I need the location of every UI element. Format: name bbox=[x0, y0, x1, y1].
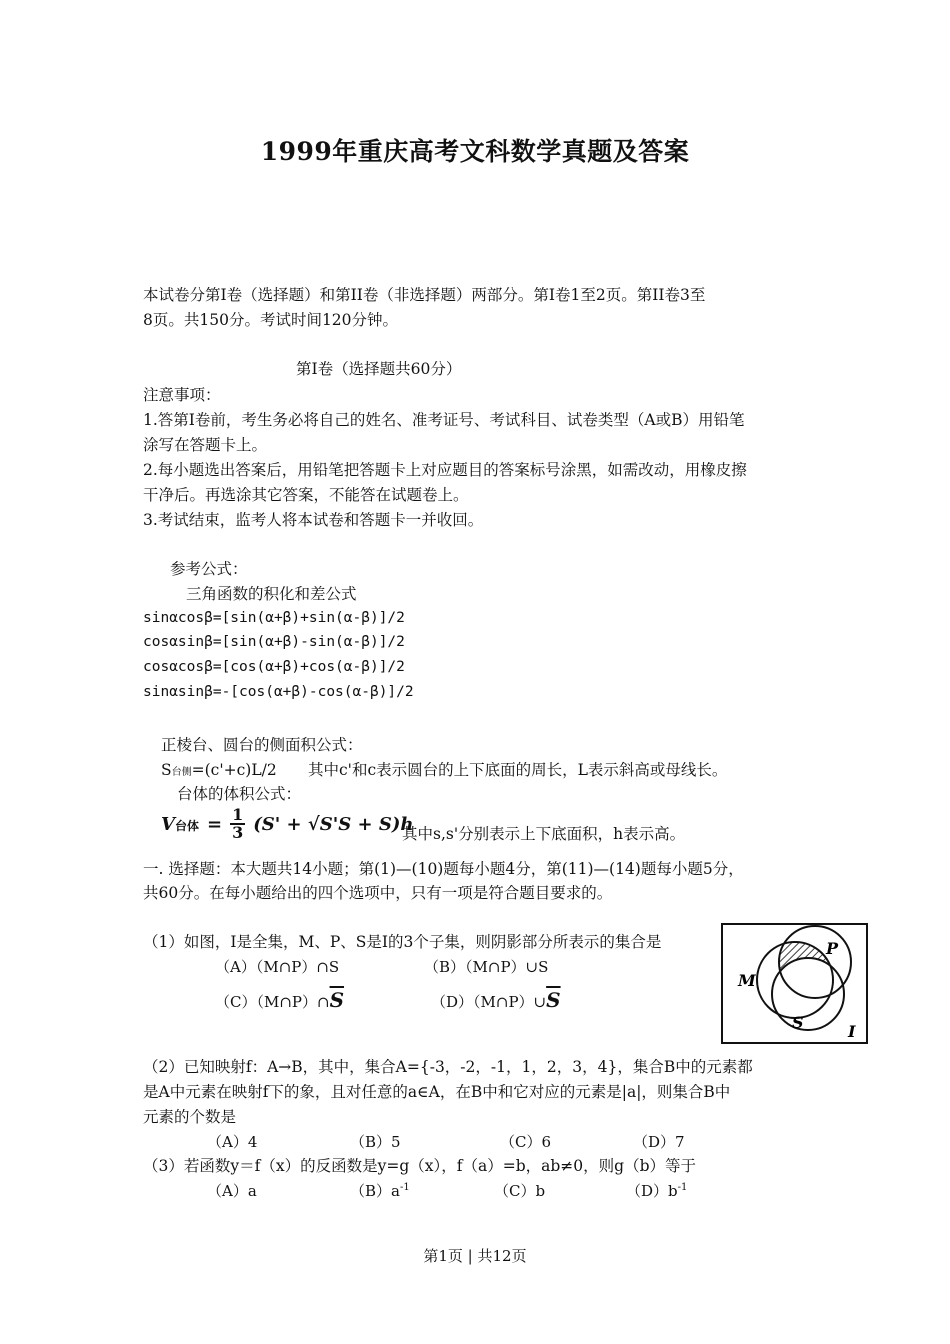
q3-option-a: （A）a bbox=[207, 1182, 257, 1200]
q2-line-3: 元素的个数是 bbox=[143, 1108, 237, 1126]
volume-equals: = bbox=[206, 813, 223, 835]
volume-description: 其中s,s'分别表示上下底面积，h表示高。 bbox=[402, 825, 686, 843]
volume-lhs: V台体 bbox=[161, 813, 199, 835]
lateral-area-formula bbox=[161, 758, 277, 785]
trig-heading: 三角函数的积化和差公式 bbox=[186, 585, 357, 603]
section-heading: 第Ⅰ卷（选择题共60分） bbox=[296, 360, 462, 378]
lateral-area-description: 其中c'和c表示圆台的上下底面的周长，L表示斜高或母线长。 bbox=[308, 761, 728, 779]
q1-option-a: （A）（M∩P）∩S bbox=[215, 958, 340, 976]
lateral-s: S bbox=[161, 761, 172, 779]
volume-fraction: $\frac{1}{3}$ bbox=[232, 805, 244, 842]
label-p: P bbox=[826, 939, 839, 958]
q3-stem: （3）若函数y＝f（x）的反函数是y=g（x），f（a）=b，ab≠0，则g（b）等于 bbox=[143, 1157, 696, 1175]
note-3: 3.考试结束，监考人将本试卷和答题卡一并收回。 bbox=[143, 511, 484, 529]
note-2-line-2: 干净后。再选涂其它答案，不能答在试题卷上。 bbox=[143, 486, 469, 504]
q2-line-2: 是A中元素在映射f下的象，且对任意的a∈A，在B中和它对应的元素是|a|，则集合B中 bbox=[143, 1083, 731, 1101]
trig-formula-4: sinαsinβ=-[cos(α+β)-cos(α-β)]/2 bbox=[143, 684, 414, 700]
formulas-heading: 参考公式： bbox=[170, 560, 248, 578]
label-m: M bbox=[738, 971, 756, 990]
label-i: I bbox=[848, 1022, 856, 1041]
q3-option-b: $(B)a^{-1}$ bbox=[350, 1182, 410, 1200]
note-2-line-1: 2.每小题选出答案后，用铅笔把答题卡上对应题目的答案标号涂黑，如需改动，用橡皮擦 bbox=[143, 461, 747, 479]
notes-heading: 注意事项： bbox=[143, 386, 221, 404]
trig-formula-2: cosαsinβ=[sin(α+β)-sin(α-β)]/2 bbox=[143, 634, 405, 650]
label-s: S bbox=[792, 1013, 804, 1032]
q3-option-c: （C）b bbox=[494, 1182, 546, 1200]
lateral-expression: =(c'+c)L/2 bbox=[191, 761, 277, 779]
part1-line-1: 一. 选择题：本大题共14小题；第(1)—(10)题每小题4分，第(11)—(14)题每小题5分， bbox=[143, 860, 744, 878]
q2-option-d: （D）7 bbox=[633, 1133, 685, 1151]
s-complement: $\overline{S}$ bbox=[546, 988, 561, 1012]
q3-option-d: $(D)b^{-1}$ bbox=[626, 1182, 688, 1200]
q1-option-c: $(C)(M\cap P)\cap\overline{S}$ bbox=[215, 988, 345, 1012]
lateral-subscript: 台侧 bbox=[171, 767, 192, 778]
q2-line-1: （2）已知映射f：A→B，其中，集合A={-3，-2，-1，1，2，3，4}，集合B中的元素都 bbox=[143, 1058, 753, 1076]
venn-diagram bbox=[720, 922, 870, 1047]
intro-line-2: 8页。共150分。考试时间120分钟。 bbox=[143, 311, 399, 329]
lateral-area-heading: 正棱台、圆台的侧面积公式： bbox=[161, 736, 363, 754]
volume-heading: 台体的体积公式： bbox=[177, 785, 302, 803]
page-title: 1999年重庆高考文科数学真题及答案 bbox=[260, 137, 690, 166]
trig-formula-3: cosαcosβ=[cos(α+β)+cos(α-β)]/2 bbox=[143, 659, 405, 675]
s-complement: $\overline{S}$ bbox=[329, 988, 345, 1012]
page-footer: 第1页 | 共12页 bbox=[423, 1247, 527, 1265]
intro-line-1: 本试卷分第Ⅰ卷（选择题）和第II卷（非选择题）两部分。第Ⅰ卷1至2页。第II卷3至 bbox=[143, 286, 706, 304]
q2-option-b: （B）5 bbox=[350, 1133, 401, 1151]
q1-option-b: （B）（M∩P）∪S bbox=[424, 958, 549, 976]
note-1-line-2: 涂写在答题卡上。 bbox=[143, 436, 268, 454]
part1-line-2: 共60分。在每小题给出的四个选项中，只有一项是符合题目要求的。 bbox=[143, 884, 613, 902]
volume-rhs: (S' + √S'S + S)h bbox=[253, 813, 414, 835]
volume-formula bbox=[161, 804, 413, 844]
q2-option-c: （C）6 bbox=[500, 1133, 552, 1151]
note-1-line-1: 1.答第Ⅰ卷前，考生务必将自己的姓名、准考证号、考试科目、试卷类型（A或B）用铅笔 bbox=[143, 411, 745, 429]
q2-option-a: （A）4 bbox=[207, 1133, 258, 1151]
q1-stem: （1）如图，I是全集，M、P、S是I的3个子集，则阴影部分所表示的集合是 bbox=[143, 933, 662, 951]
trig-formula-1: sinαcosβ=[sin(α+β)+sin(α-β)]/2 bbox=[143, 610, 405, 626]
q1-option-d: $(D)(M\cap P)\cup\overline{S}$ bbox=[431, 988, 561, 1012]
